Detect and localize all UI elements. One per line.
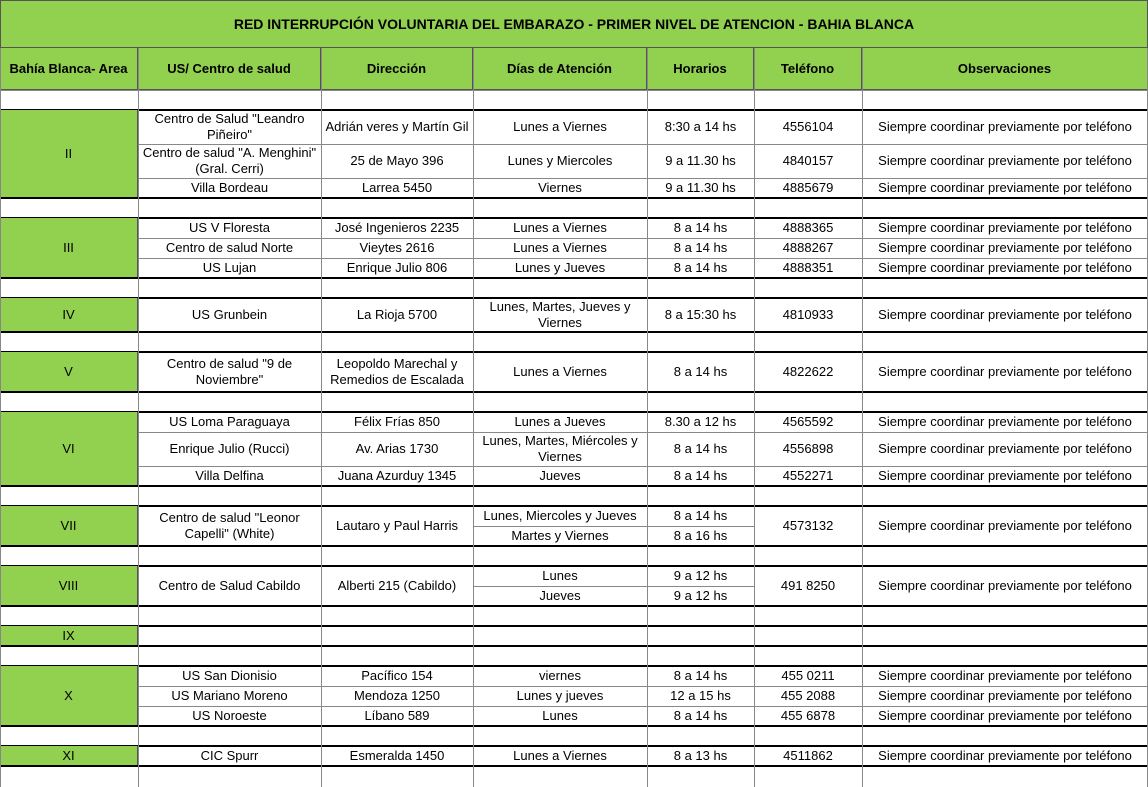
attention-days: Lunes <box>542 568 578 583</box>
group-border <box>0 391 1148 393</box>
hours: 8 a 14 hs <box>673 441 728 456</box>
group-border <box>0 485 1148 487</box>
column-header: Bahía Blanca- Area <box>0 48 138 90</box>
hours: 8 a 14 hs <box>673 260 728 275</box>
area-label: IX <box>0 626 138 646</box>
observations: Siempre coordinar previamente por teléfono <box>878 307 1132 322</box>
observations: Siempre coordinar previamente por teléfono <box>878 414 1132 429</box>
attention-days: Lunes a Viernes <box>513 364 607 379</box>
health-center-name: Centro de salud "Leonor Capelli" (White) <box>159 510 300 541</box>
hours: 12 a 15 hs <box>670 688 731 703</box>
column-header: Horarios <box>647 48 754 90</box>
phone: 4888351 <box>782 260 834 275</box>
observations: Siempre coordinar previamente por teléfono <box>878 220 1132 235</box>
grid-row-line <box>0 90 1148 91</box>
address: Esmeralda 1450 <box>349 748 445 763</box>
grid-column-line <box>321 48 322 787</box>
phone: 4556104 <box>782 119 834 134</box>
attention-days: Viernes <box>538 180 582 195</box>
health-center-name: Centro de Salud Cabildo <box>158 578 301 593</box>
group-border <box>0 645 1148 647</box>
hours: 8 a 14 hs <box>673 220 728 235</box>
phone: 4810933 <box>782 307 834 322</box>
phone: 4888267 <box>782 240 834 255</box>
health-center-name: US Loma Paraguaya <box>169 414 290 429</box>
phone: 4840157 <box>782 153 834 168</box>
hours: 8 a 14 hs <box>673 364 728 379</box>
area-label: VII <box>0 506 138 546</box>
hours: 8.30 a 12 hs <box>664 414 737 429</box>
table-title: RED INTERRUPCIÓN VOLUNTARIA DEL EMBARAZO - PRIMER NIVEL DE ATENCION - BAHIA BLANCA <box>0 0 1148 48</box>
attention-days: Lunes <box>542 708 578 723</box>
phone: 491 8250 <box>780 578 836 593</box>
observations: Siempre coordinar previamente por teléfono <box>878 668 1132 683</box>
hours: 9 a 12 hs <box>673 588 728 603</box>
hours: 8:30 a 14 hs <box>664 119 737 134</box>
hours: 8 a 14 hs <box>673 468 728 483</box>
grid-column-line <box>473 48 474 787</box>
column-header: Teléfono <box>754 48 862 90</box>
health-center-name: Centro de salud Norte <box>165 240 294 255</box>
area-label: VI <box>0 412 138 486</box>
health-center-name: US V Floresta <box>189 220 270 235</box>
phone: 4573132 <box>782 518 834 533</box>
address: Juana Azurduy 1345 <box>337 468 457 483</box>
area-label: XI <box>0 746 138 766</box>
health-center-name: US Mariano Moreno <box>171 688 288 703</box>
grid-column-line <box>647 48 648 787</box>
group-border <box>0 197 1148 199</box>
observations: Siempre coordinar previamente por teléfono <box>878 240 1132 255</box>
attention-days: Lunes, Martes, Jueves y Viernes <box>489 299 631 330</box>
phone: 4556898 <box>782 441 834 456</box>
address: Félix Frías 850 <box>354 414 440 429</box>
address: Leopoldo Marechal y Remedios de Escalada <box>330 356 464 387</box>
observations: Siempre coordinar previamente por teléfono <box>878 260 1132 275</box>
attention-days: Lunes y Jueves <box>514 260 606 275</box>
group-border <box>0 765 1148 767</box>
grid-column-line <box>138 48 139 787</box>
area-label: III <box>0 218 138 278</box>
group-border <box>0 625 1148 627</box>
grid-column-line <box>0 48 1 787</box>
attention-days: Jueves <box>539 588 581 603</box>
attention-days: Jueves <box>539 468 581 483</box>
column-header: US/ Centro de salud <box>138 48 321 90</box>
group-border <box>0 277 1148 279</box>
hours: 8 a 15:30 hs <box>664 307 737 322</box>
grid-column-line <box>754 48 755 787</box>
observations: Siempre coordinar previamente por teléfono <box>878 708 1132 723</box>
hours: 8 a 14 hs <box>673 240 728 255</box>
group-border <box>0 331 1148 333</box>
health-center-name: Enrique Julio (Rucci) <box>169 441 290 456</box>
hours: 8 a 16 hs <box>673 528 728 543</box>
health-center-name: CIC Spurr <box>200 748 259 763</box>
health-center-name: Villa Bordeau <box>190 180 269 195</box>
health-center-name: US Lujan <box>202 260 257 275</box>
observations: Siempre coordinar previamente por teléfono <box>878 119 1132 134</box>
observations: Siempre coordinar previamente por teléfono <box>878 578 1132 593</box>
phone: 4511862 <box>783 748 833 763</box>
observations: Siempre coordinar previamente por teléfono <box>878 153 1132 168</box>
health-center-name: Centro de salud "A. Menghini" (Gral. Cerri) <box>142 145 317 176</box>
observations: Siempre coordinar previamente por teléfono <box>878 468 1132 483</box>
hours: 9 a 11.30 hs <box>665 180 736 195</box>
observations: Siempre coordinar previamente por teléfono <box>878 180 1132 195</box>
health-center-name: US Grunbein <box>191 307 268 322</box>
phone: 4885679 <box>782 180 834 195</box>
phone: 4888365 <box>782 220 834 235</box>
attention-days: Lunes y Miercoles <box>507 153 613 168</box>
hours: 8 a 14 hs <box>673 668 728 683</box>
observations: Siempre coordinar previamente por teléfono <box>878 748 1132 763</box>
address: Av. Arias 1730 <box>355 441 439 456</box>
hours: 8 a 14 hs <box>673 708 728 723</box>
hours: 9 a 11.30 hs <box>665 153 736 168</box>
observations: Siempre coordinar previamente por teléfono <box>878 441 1132 456</box>
hours: 8 a 14 hs <box>673 508 728 523</box>
attention-days: viernes <box>539 668 581 683</box>
address: Pacífico 154 <box>361 668 433 683</box>
address: 25 de Mayo 396 <box>350 153 444 168</box>
health-center-name: Villa Delfina <box>195 468 264 483</box>
address: José Ingenieros 2235 <box>334 220 460 235</box>
phone: 455 6878 <box>780 708 836 723</box>
address: Líbano 589 <box>364 708 430 723</box>
column-header: Dirección <box>321 48 473 90</box>
attention-days: Martes y Viernes <box>511 528 609 543</box>
group-border <box>0 725 1148 727</box>
attention-days: Lunes a Viernes <box>513 240 607 255</box>
phone: 4552271 <box>782 468 834 483</box>
group-border <box>0 605 1148 607</box>
attention-days: Lunes y jueves <box>516 688 604 703</box>
observations: Siempre coordinar previamente por teléfono <box>878 518 1132 533</box>
phone: 4822622 <box>782 364 834 379</box>
hours: 8 a 13 hs <box>673 748 728 763</box>
address: La Rioja 5700 <box>356 307 438 322</box>
area-label: II <box>0 110 138 198</box>
column-header: Días de Atención <box>473 48 647 90</box>
area-label: IV <box>0 298 138 332</box>
group-border <box>0 545 1148 547</box>
address: Alberti 215 (Cabildo) <box>337 578 457 593</box>
address: Mendoza 1250 <box>353 688 440 703</box>
area-label: VIII <box>0 566 138 606</box>
address: Larrea 5450 <box>361 180 433 195</box>
phone: 4565592 <box>782 414 834 429</box>
observations: Siempre coordinar previamente por teléfono <box>878 688 1132 703</box>
phone: 455 2088 <box>780 688 836 703</box>
attention-days: Lunes a Jueves <box>514 414 606 429</box>
area-label: V <box>0 352 138 392</box>
address: Adrián veres y Martín Gil <box>325 119 469 134</box>
address: Vieytes 2616 <box>359 240 435 255</box>
health-center-name: US San Dionisio <box>182 668 277 683</box>
address: Lautaro y Paul Harris <box>335 518 459 533</box>
attention-days: Lunes a Viernes <box>513 220 607 235</box>
health-center-name: Centro de salud "9 de Noviembre" <box>166 356 293 387</box>
attention-days: Lunes a Viernes <box>513 119 607 134</box>
observations: Siempre coordinar previamente por teléfono <box>878 364 1132 379</box>
attention-days: Lunes a Viernes <box>513 748 607 763</box>
column-header: Observaciones <box>862 48 1148 90</box>
health-center-name: US Noroeste <box>192 708 267 723</box>
phone: 455 0211 <box>781 668 835 683</box>
address: Enrique Julio 806 <box>346 260 448 275</box>
grid-column-line <box>862 48 863 787</box>
area-label: X <box>0 666 138 726</box>
attention-days: Lunes, Martes, Miércoles y Viernes <box>482 433 638 464</box>
attention-days: Lunes, Miercoles y Jueves <box>483 508 637 523</box>
hours: 9 a 12 hs <box>673 568 728 583</box>
health-center-name: Centro de Salud "Leandro Piñeiro" <box>154 111 305 142</box>
